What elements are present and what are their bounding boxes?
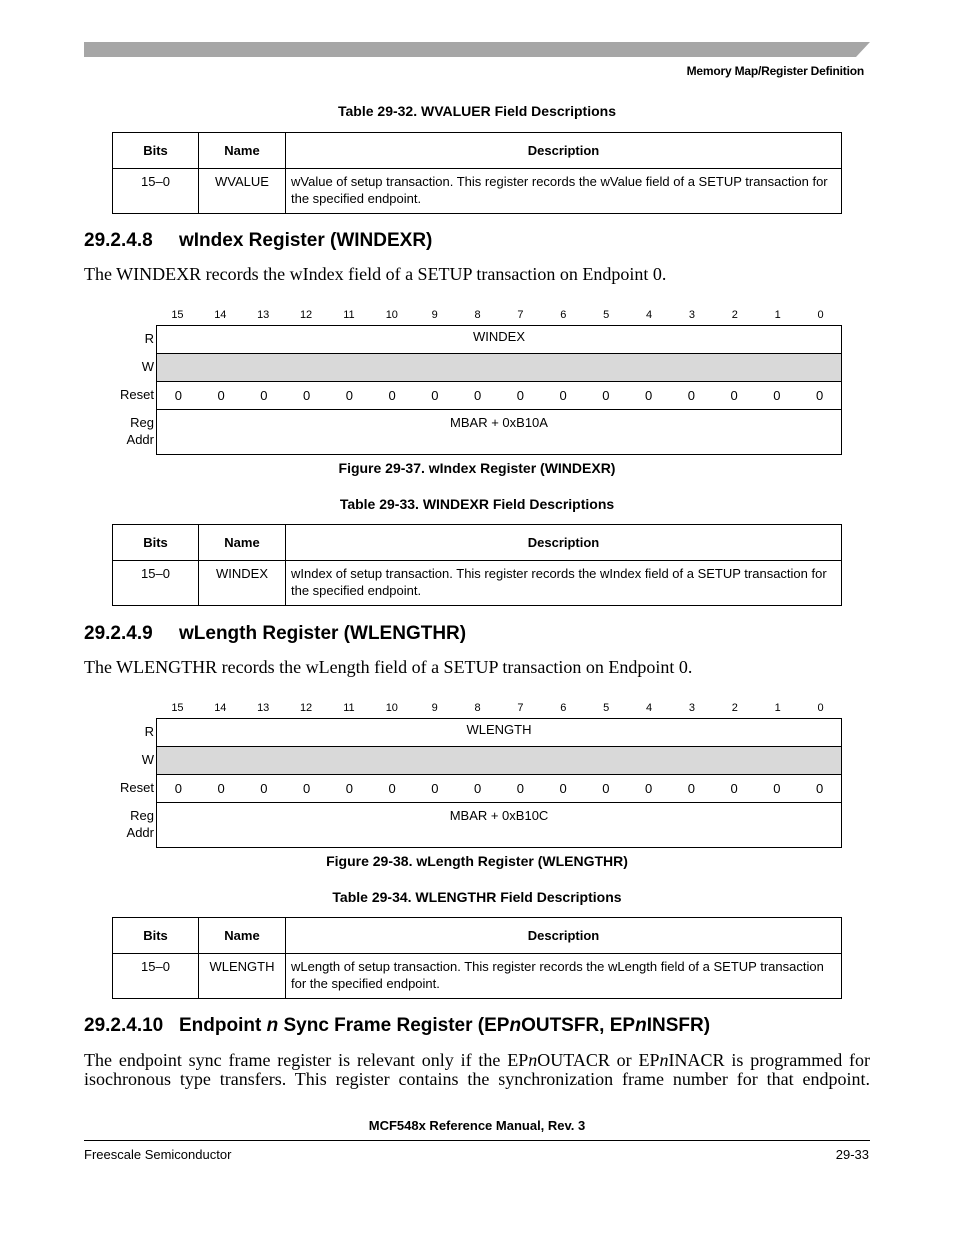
column-header: Description bbox=[286, 525, 842, 561]
running-header-title: Memory Map/Register Definition bbox=[686, 64, 864, 78]
body-paragraph-line: The endpoint sync frame register is relevant only if the EPnOUTACR or EPnINACR is programmed for bbox=[84, 1050, 871, 1070]
column-header: Bits bbox=[113, 133, 199, 169]
section-heading bbox=[84, 230, 432, 252]
column-header: Name bbox=[199, 133, 286, 169]
section-number: 29.2.4.10 bbox=[84, 1015, 164, 1036]
name-cell: WINDEX bbox=[199, 561, 286, 606]
table-caption: Table 29-32. WVALUER Field Descriptions bbox=[338, 103, 616, 119]
write-row-label: W bbox=[141, 752, 154, 767]
reset-row: 0 0 0 0 0 0 0 0 0 0 0 0 0 0 0 0 bbox=[156, 774, 842, 803]
table-caption: Table 29-33. WINDEXR Field Descriptions bbox=[339, 496, 615, 512]
addr-row-label: Addr bbox=[126, 825, 154, 840]
register-field: WLENGTH bbox=[156, 718, 842, 747]
bits-cell: 15–0 bbox=[113, 561, 199, 606]
description-cell: wIndex of setup transaction. This register records the wIndex field of a SETUP transaction for the specified endpoint. bbox=[286, 561, 842, 606]
figure-caption: Figure 29-38. wLength Register (WLENGTHR) bbox=[326, 853, 628, 869]
reset-row-label: Reset bbox=[120, 780, 154, 795]
read-row-label: R bbox=[144, 724, 154, 739]
column-header: Bits bbox=[113, 525, 199, 561]
bit-number-row: 15 14 13 12 11 10 9 8 7 6 5 4 3 2 1 0 bbox=[171, 309, 824, 321]
write-row-shaded bbox=[156, 746, 842, 775]
reset-row: 0 0 0 0 0 0 0 0 0 0 0 0 0 0 0 0 bbox=[156, 381, 842, 410]
section-title: wLength Register (WLENGTHR) bbox=[179, 623, 467, 644]
footer-rule bbox=[84, 1140, 870, 1141]
write-row-label: W bbox=[141, 359, 154, 374]
read-row-label: R bbox=[144, 331, 154, 346]
reg-row-label: Reg bbox=[130, 808, 154, 823]
register-field: WINDEX bbox=[156, 325, 842, 354]
column-header: Bits bbox=[113, 918, 199, 954]
bit-number-row: 15 14 13 12 11 10 9 8 7 6 5 4 3 2 1 0 bbox=[171, 702, 824, 714]
reset-row-label: Reset bbox=[120, 387, 154, 402]
field-description-table bbox=[112, 917, 842, 999]
name-cell: WLENGTH bbox=[199, 954, 286, 999]
manual-title: MCF548x Reference Manual, Rev. 3 bbox=[368, 1118, 586, 1133]
column-header: Description bbox=[286, 133, 842, 169]
register-address: MBAR + 0xB10A bbox=[156, 409, 842, 455]
section-number: 29.2.4.9 bbox=[84, 623, 153, 644]
description-cell: wLength of setup transaction. This register records the wLength field of a SETUP transaction for the specified endpoint. bbox=[286, 954, 842, 999]
section-title: wIndex Register (WINDEXR) bbox=[179, 230, 433, 251]
figure-caption: Figure 29-37. wIndex Register (WINDEXR) bbox=[338, 460, 616, 476]
field-description-table bbox=[112, 132, 842, 214]
addr-row-label: Addr bbox=[126, 432, 154, 447]
column-header: Name bbox=[199, 918, 286, 954]
header-banner bbox=[84, 42, 870, 57]
section-heading bbox=[84, 623, 466, 645]
bits-cell: 15–0 bbox=[113, 954, 199, 999]
body-paragraph: The WINDEXR records the wIndex field of a SETUP transaction on Endpoint 0. bbox=[84, 264, 667, 284]
register-diagram bbox=[110, 309, 845, 455]
section-title: Endpoint n Sync Frame Register (EPnOUTSFR, EPnINSFR) bbox=[179, 1015, 711, 1036]
section-heading bbox=[84, 1015, 710, 1037]
write-row-shaded bbox=[156, 353, 842, 382]
reg-row-label: Reg bbox=[130, 415, 154, 430]
column-header: Description bbox=[286, 918, 842, 954]
table-caption: Table 29-34. WLENGTHR Field Descriptions bbox=[332, 889, 622, 905]
description-cell: wValue of setup transaction. This register records the wValue field of a SETUP transaction for the specified endpoint. bbox=[286, 169, 842, 214]
column-header: Name bbox=[199, 525, 286, 561]
body-paragraph-line: isochronous type transfers. This register contains the synchronization frame number for that endpoint. bbox=[84, 1069, 870, 1089]
bits-cell: 15–0 bbox=[113, 169, 199, 214]
section-number: 29.2.4.8 bbox=[84, 230, 153, 251]
register-address: MBAR + 0xB10C bbox=[156, 802, 842, 848]
page-number: 29-33 bbox=[835, 1147, 869, 1162]
register-diagram bbox=[110, 702, 845, 848]
field-description-table bbox=[112, 524, 842, 606]
name-cell: WVALUE bbox=[199, 169, 286, 214]
company-name: Freescale Semiconductor bbox=[84, 1147, 232, 1162]
body-paragraph: The WLENGTHR records the wLength field of a SETUP transaction on Endpoint 0. bbox=[84, 657, 693, 677]
